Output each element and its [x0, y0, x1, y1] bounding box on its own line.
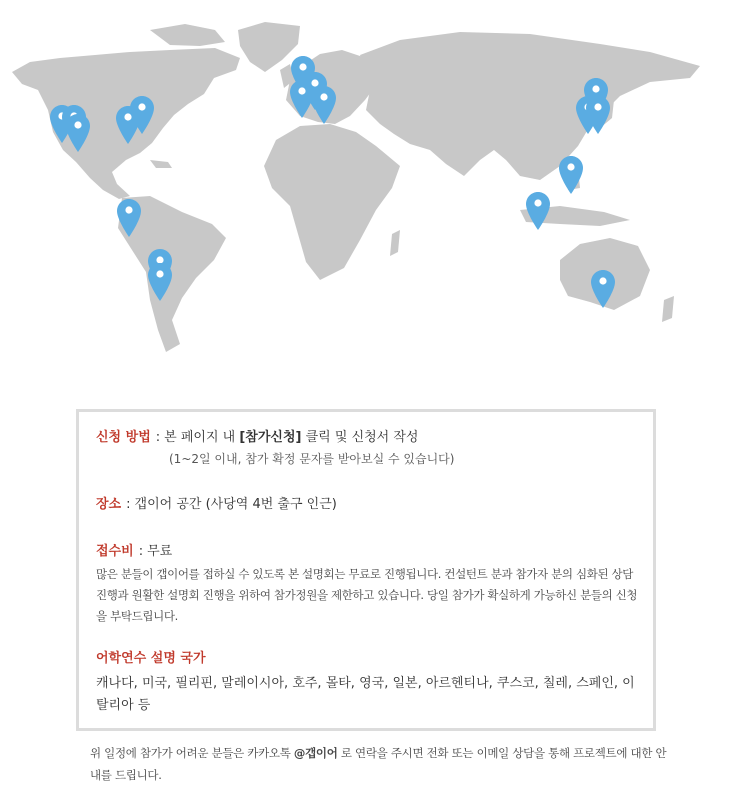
- place-colon: :: [126, 497, 131, 512]
- fee-row: [96, 542, 653, 562]
- place-row: [96, 495, 653, 515]
- canada-islands-shape: [150, 24, 225, 46]
- land-masses: [12, 22, 700, 352]
- countries-label: 어학연수 설명 국가: [96, 651, 206, 666]
- fee-label: 접수비: [96, 544, 134, 559]
- method-row: [96, 428, 653, 448]
- info-box: [76, 409, 656, 731]
- asia-shape: [360, 32, 700, 180]
- place-text: 갭이어 공간 (사당역 4번 출구 인근): [134, 497, 337, 512]
- countries-list: 캐나다, 미국, 필리핀, 말레이시아, 호주, 몰타, 영국, 일본, 아르헨티나, 쿠스코, 칠레, 스페인, 이탈리아 등: [96, 676, 635, 713]
- madagascar-shape: [390, 230, 400, 256]
- method-colon: :: [155, 430, 161, 445]
- method-post-text: 클릭 및 신청서 작성: [305, 430, 419, 445]
- new-zealand-shape: [662, 296, 674, 322]
- footer-post-text: 로 연락을 주시면 전화 또는 이메일 상담을 통해 프로젝트에 대한 안내를 드립니다.: [90, 746, 667, 782]
- method-note: (1~2일 이내, 참가 확정 문자를 받아보실 수 있습니다): [169, 452, 455, 466]
- countries-heading-row: [96, 649, 653, 669]
- fee-text: 무료: [147, 544, 173, 559]
- pin-philippines: [559, 156, 583, 194]
- method-pre-text: 본 페이지 내: [164, 430, 236, 445]
- fee-colon: :: [138, 544, 144, 559]
- greenland-shape: [238, 22, 300, 72]
- footer-pre-text: 위 일정에 참가가 어려운 분들은 카카오톡: [90, 746, 291, 760]
- caribbean-shape: [150, 160, 172, 168]
- world-map: [0, 0, 737, 380]
- footer-notice: [90, 742, 670, 786]
- method-label: 신청 방법: [96, 430, 151, 445]
- method-bold-text: [참가신청]: [239, 430, 302, 445]
- pin-malaysia: [526, 192, 550, 230]
- fee-description: 많은 분들이 갭이어를 접하실 수 있도록 본 설명회는 무료로 진행됩니다. 컨설턴트 분과 참가자 분의 심화된 상담 진행과 원활한 설명회 진행을 위하여 참가정원을 제한하고 있습니다. 당일 참가가 확실하게 가능하신 분들의 신청을 부탁드립니다.: [96, 567, 638, 623]
- place-label: 장소: [96, 497, 122, 512]
- africa-shape: [264, 124, 400, 280]
- world-map-svg: [0, 0, 737, 380]
- kakaotalk-id: @갭이어: [293, 746, 338, 760]
